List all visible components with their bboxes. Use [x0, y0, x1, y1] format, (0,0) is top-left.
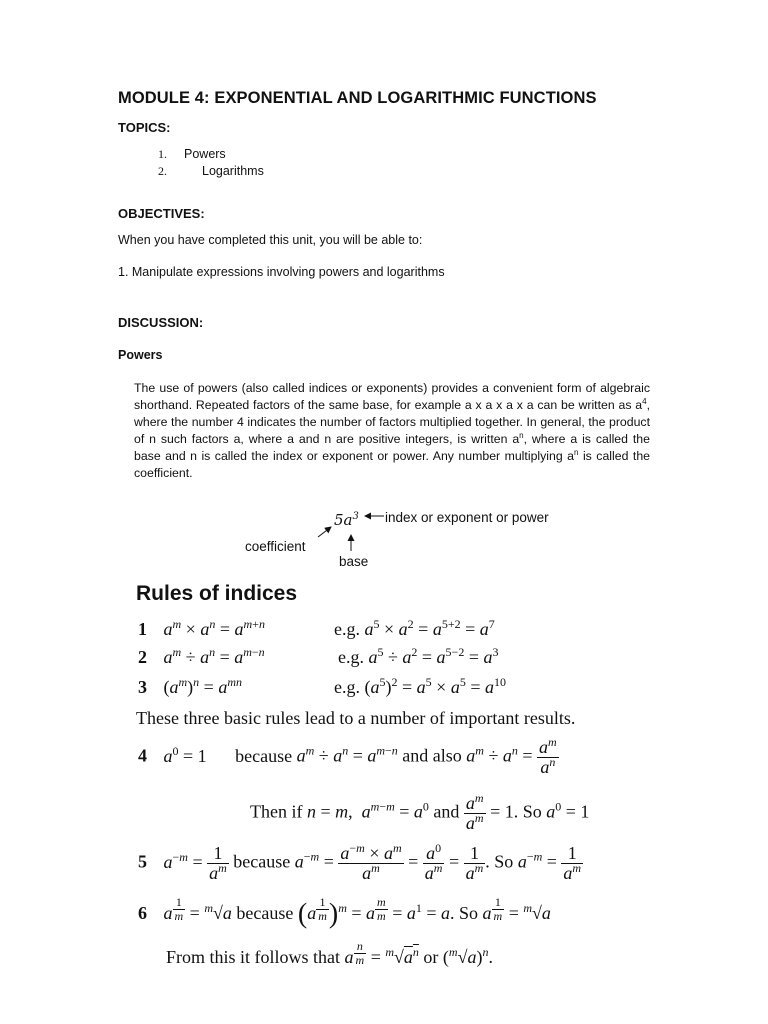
rule-3: 3 $(a^m)^n = a^{mn}$ — [138, 675, 242, 697]
index-label: index or exponent or power — [385, 510, 549, 525]
base-label: base — [339, 554, 369, 569]
page-title: MODULE 4: EXPONENTIAL AND LOGARITHMIC FUNCTIONS — [118, 89, 597, 107]
index-diagram — [240, 505, 600, 575]
rule-6: 6 a $^{\frac{1}{m}}$ = $^m$√a because (a $^{\frac{1}{m}}$ )$^m$ = a $^{\frac{m}{m}}$ = $a^1 = a$. So a $^{\frac{1}{m}}$ = $^m$√a — [138, 895, 551, 930]
follows-text: From this it follows that a $^{\frac{n}{m}}$ = $^m√a^n$ or $(^m√a)^n$. — [166, 939, 493, 967]
rule-1: 1 $a^m \times a^n = a^{m+n}$ — [138, 617, 265, 639]
objective-item: 1. Manipulate expressions involving powers and logarithms — [118, 265, 445, 279]
rule-4: 4 $a^0 = 1$ because $a^m \div a^n = a^{m-n}$ and also $a^m \div a^n$ = $\frac{a^m}{a^n}$ — [138, 735, 557, 777]
topics-label: TOPICS: — [118, 120, 171, 135]
powers-paragraph: The use of powers (also called indices or exponents) provides a convenient form of algebraic shorthand. Repeated factors of the same base, for example a x a x a x a can be written as $a^4$, where the number 4 indicates the number of factors multiplied together. In general, the product of n such factors a, where a and n are positive integers, is written $a^n$, where a is called the base and n is called the index or exponent or power. Any number multiplying $a^n$ is called the coefficient. — [134, 381, 650, 480]
lead-text: These three basic rules lead to a number of important results. — [136, 708, 576, 728]
rule-2: 2 $a^m \div a^n = a^{m-n}$ — [138, 645, 265, 667]
coefficient-label: coefficient — [245, 539, 306, 554]
objectives-intro: When you have completed this unit, you will be able to: — [118, 233, 423, 247]
rule-5: 5 $a^{-m}$ = $\frac{1}{a^m}$ because $a^{-m}$ = $\frac{a^{-m} \times a^m}{a^m}$ = $\frac{a^0}{a^m}$ = $\frac{1}{a^m}$ . So $a^{-m}$ = $\frac{1}{a^m}$ — [138, 841, 582, 883]
objectives-label: OBJECTIVES: — [118, 206, 205, 221]
rule-4-proof: Then if n = m, $a^{m-m} = a^0$ and $\frac{a^m}{a^m}$ = 1. So $a^0 = 1$ — [250, 791, 590, 833]
diagram-term: $5a^3$ — [334, 511, 359, 529]
discussion-label: DISCUSSION: — [118, 315, 204, 330]
rule-2-example: e.g. $a^5 \div a^2 = a^{5-2} = a^3$ — [338, 645, 499, 667]
rule-1-example: e.g. $a^5 \times a^2 = a^{5+2} = a^7$ — [334, 617, 495, 639]
rule-3-example: e.g. $(a^5)^2 = a^5 \times a^5 = a^{10}$ — [334, 675, 506, 697]
powers-heading: Powers — [118, 348, 163, 362]
rules-title: Rules of indices — [136, 582, 298, 605]
